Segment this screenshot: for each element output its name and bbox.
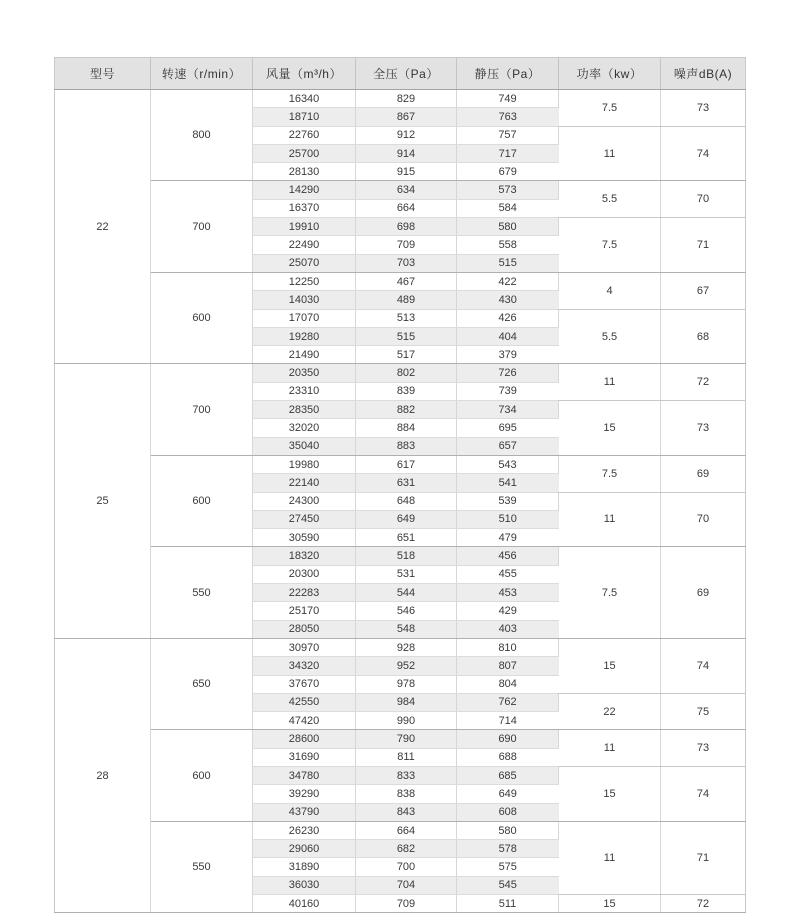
power-cell: 7.5 (559, 547, 661, 638)
airflow-cell: 20300 (253, 565, 356, 583)
total-pressure-cell: 664 (356, 199, 457, 217)
noise-cell: 70 (661, 181, 746, 218)
static-pressure-cell: 584 (457, 199, 559, 217)
static-pressure-cell: 575 (457, 858, 559, 876)
airflow-cell: 14030 (253, 291, 356, 309)
total-pressure-cell: 915 (356, 163, 457, 181)
static-pressure-cell: 762 (457, 693, 559, 711)
total-pressure-cell: 709 (356, 236, 457, 254)
airflow-cell: 25700 (253, 144, 356, 162)
noise-cell: 73 (661, 90, 746, 127)
noise-cell: 71 (661, 821, 746, 894)
spec-table-body (55, 90, 746, 913)
total-pressure-cell: 631 (356, 474, 457, 492)
airflow-cell: 21490 (253, 346, 356, 364)
header-row (55, 58, 746, 90)
airflow-cell: 18320 (253, 547, 356, 565)
noise-cell: 69 (661, 547, 746, 638)
airflow-cell: 42550 (253, 693, 356, 711)
table-row (55, 272, 746, 290)
total-pressure-cell: 833 (356, 766, 457, 784)
power-cell: 11 (559, 492, 661, 547)
speed-cell: 600 (151, 730, 253, 821)
static-pressure-cell: 688 (457, 748, 559, 766)
speed-cell: 600 (151, 272, 253, 363)
table-row (55, 821, 746, 839)
airflow-cell: 19280 (253, 327, 356, 345)
power-cell: 11 (559, 126, 661, 181)
airflow-cell: 28050 (253, 620, 356, 638)
total-pressure-cell: 634 (356, 181, 457, 199)
noise-cell: 67 (661, 272, 746, 309)
airflow-cell: 26230 (253, 821, 356, 839)
total-pressure-cell: 914 (356, 144, 457, 162)
airflow-cell: 40160 (253, 895, 356, 913)
static-pressure-cell: 379 (457, 346, 559, 364)
power-cell: 22 (559, 693, 661, 730)
total-pressure-cell: 811 (356, 748, 457, 766)
static-pressure-cell: 657 (457, 437, 559, 455)
noise-cell: 74 (661, 766, 746, 821)
airflow-cell: 43790 (253, 803, 356, 821)
total-pressure-cell: 709 (356, 895, 457, 913)
airflow-cell: 22760 (253, 126, 356, 144)
total-pressure-cell: 518 (356, 547, 457, 565)
total-pressure-cell: 651 (356, 529, 457, 547)
static-pressure-cell: 453 (457, 584, 559, 602)
static-pressure-cell: 580 (457, 218, 559, 236)
airflow-cell: 22140 (253, 474, 356, 492)
power-cell: 5.5 (559, 181, 661, 218)
noise-cell: 73 (661, 401, 746, 456)
noise-cell: 70 (661, 492, 746, 547)
airflow-cell: 19910 (253, 218, 356, 236)
static-pressure-cell: 695 (457, 419, 559, 437)
static-pressure-cell: 810 (457, 638, 559, 656)
static-pressure-cell: 422 (457, 272, 559, 290)
total-pressure-cell: 531 (356, 565, 457, 583)
airflow-cell: 30590 (253, 529, 356, 547)
static-pressure-cell: 757 (457, 126, 559, 144)
noise-cell: 68 (661, 309, 746, 364)
noise-cell: 75 (661, 693, 746, 730)
static-pressure-cell: 403 (457, 620, 559, 638)
static-pressure-cell: 580 (457, 821, 559, 839)
total-pressure-cell: 698 (356, 218, 457, 236)
total-pressure-cell: 700 (356, 858, 457, 876)
static-pressure-cell: 690 (457, 730, 559, 748)
power-cell: 11 (559, 364, 661, 401)
airflow-cell: 29060 (253, 840, 356, 858)
total-pressure-cell: 990 (356, 712, 457, 730)
airflow-cell: 28600 (253, 730, 356, 748)
static-pressure-cell: 739 (457, 382, 559, 400)
static-pressure-cell: 649 (457, 785, 559, 803)
total-pressure-cell: 839 (356, 382, 457, 400)
total-pressure-cell: 952 (356, 657, 457, 675)
airflow-cell: 34320 (253, 657, 356, 675)
speed-cell: 700 (151, 364, 253, 455)
airflow-cell: 37670 (253, 675, 356, 693)
airflow-cell: 39290 (253, 785, 356, 803)
total-pressure-cell: 790 (356, 730, 457, 748)
noise-cell: 74 (661, 126, 746, 181)
table-row (55, 364, 746, 382)
static-pressure-cell: 608 (457, 803, 559, 821)
noise-cell: 69 (661, 455, 746, 492)
airflow-cell: 20350 (253, 364, 356, 382)
table-row (55, 455, 746, 473)
noise-cell: 73 (661, 730, 746, 767)
airflow-cell: 22490 (253, 236, 356, 254)
speed-cell: 800 (151, 90, 253, 181)
power-cell: 15 (559, 401, 661, 456)
table-row (55, 547, 746, 565)
total-pressure-cell: 928 (356, 638, 457, 656)
total-pressure-cell: 544 (356, 584, 457, 602)
model-cell: 25 (55, 364, 151, 638)
speed-cell: 550 (151, 547, 253, 638)
static-pressure-cell: 543 (457, 455, 559, 473)
static-pressure-cell: 717 (457, 144, 559, 162)
total-pressure-cell: 517 (356, 346, 457, 364)
airflow-cell: 36030 (253, 876, 356, 894)
airflow-cell: 25170 (253, 602, 356, 620)
power-cell: 11 (559, 821, 661, 894)
table-row (55, 730, 746, 748)
total-pressure-cell: 617 (356, 455, 457, 473)
airflow-cell: 23310 (253, 382, 356, 400)
speed-cell: 600 (151, 455, 253, 546)
airflow-cell: 35040 (253, 437, 356, 455)
airflow-cell: 24300 (253, 492, 356, 510)
header-airflow: 风量（m³/h） (253, 58, 356, 90)
airflow-cell: 28130 (253, 163, 356, 181)
static-pressure-cell: 573 (457, 181, 559, 199)
table-row (55, 181, 746, 199)
static-pressure-cell: 679 (457, 163, 559, 181)
total-pressure-cell: 648 (356, 492, 457, 510)
static-pressure-cell: 578 (457, 840, 559, 858)
static-pressure-cell: 714 (457, 712, 559, 730)
airflow-cell: 31890 (253, 858, 356, 876)
airflow-cell: 47420 (253, 712, 356, 730)
model-cell: 28 (55, 638, 151, 912)
static-pressure-cell: 763 (457, 108, 559, 126)
airflow-cell: 12250 (253, 272, 356, 290)
static-pressure-cell: 539 (457, 492, 559, 510)
table-row (55, 90, 746, 108)
speed-cell: 650 (151, 638, 253, 729)
total-pressure-cell: 704 (356, 876, 457, 894)
total-pressure-cell: 682 (356, 840, 457, 858)
airflow-cell: 34780 (253, 766, 356, 784)
power-cell: 15 (559, 766, 661, 821)
header-speed: 转速（r/min） (151, 58, 253, 90)
static-pressure-cell: 734 (457, 401, 559, 419)
total-pressure-cell: 467 (356, 272, 457, 290)
total-pressure-cell: 882 (356, 401, 457, 419)
total-pressure-cell: 548 (356, 620, 457, 638)
header-power: 功率（kw） (559, 58, 661, 90)
power-cell: 11 (559, 730, 661, 767)
header-model: 型号 (55, 58, 151, 90)
speed-cell: 700 (151, 181, 253, 272)
noise-cell: 72 (661, 364, 746, 401)
total-pressure-cell: 829 (356, 90, 457, 108)
power-cell: 15 (559, 638, 661, 693)
total-pressure-cell: 513 (356, 309, 457, 327)
header-noise: 噪声dB(A) (661, 58, 746, 90)
total-pressure-cell: 867 (356, 108, 457, 126)
static-pressure-cell: 479 (457, 529, 559, 547)
static-pressure-cell: 515 (457, 254, 559, 272)
power-cell: 7.5 (559, 90, 661, 127)
airflow-cell: 25070 (253, 254, 356, 272)
airflow-cell: 17070 (253, 309, 356, 327)
total-pressure-cell: 883 (356, 437, 457, 455)
airflow-cell: 16340 (253, 90, 356, 108)
static-pressure-cell: 456 (457, 547, 559, 565)
total-pressure-cell: 838 (356, 785, 457, 803)
static-pressure-cell: 404 (457, 327, 559, 345)
airflow-cell: 32020 (253, 419, 356, 437)
static-pressure-cell: 455 (457, 565, 559, 583)
header-static-pressure: 静压（Pa） (457, 58, 559, 90)
total-pressure-cell: 703 (356, 254, 457, 272)
airflow-cell: 31690 (253, 748, 356, 766)
static-pressure-cell: 541 (457, 474, 559, 492)
table-row (55, 638, 746, 656)
total-pressure-cell: 489 (356, 291, 457, 309)
noise-cell: 71 (661, 218, 746, 273)
noise-cell: 72 (661, 895, 746, 913)
static-pressure-cell: 726 (457, 364, 559, 382)
header-total-pressure: 全压（Pa） (356, 58, 457, 90)
static-pressure-cell: 804 (457, 675, 559, 693)
total-pressure-cell: 978 (356, 675, 457, 693)
static-pressure-cell: 511 (457, 895, 559, 913)
power-cell: 15 (559, 895, 661, 913)
table-header (55, 58, 746, 90)
total-pressure-cell: 884 (356, 419, 457, 437)
static-pressure-cell: 685 (457, 766, 559, 784)
airflow-cell: 18710 (253, 108, 356, 126)
power-cell: 4 (559, 272, 661, 309)
static-pressure-cell: 749 (457, 90, 559, 108)
noise-cell: 74 (661, 638, 746, 693)
model-cell: 22 (55, 90, 151, 364)
static-pressure-cell: 429 (457, 602, 559, 620)
airflow-cell: 14290 (253, 181, 356, 199)
static-pressure-cell: 558 (457, 236, 559, 254)
airflow-cell: 30970 (253, 638, 356, 656)
total-pressure-cell: 649 (356, 510, 457, 528)
static-pressure-cell: 426 (457, 309, 559, 327)
total-pressure-cell: 843 (356, 803, 457, 821)
static-pressure-cell: 545 (457, 876, 559, 894)
airflow-cell: 22283 (253, 584, 356, 602)
static-pressure-cell: 510 (457, 510, 559, 528)
total-pressure-cell: 912 (356, 126, 457, 144)
total-pressure-cell: 515 (356, 327, 457, 345)
total-pressure-cell: 546 (356, 602, 457, 620)
airflow-cell: 27450 (253, 510, 356, 528)
airflow-cell: 19980 (253, 455, 356, 473)
static-pressure-cell: 807 (457, 657, 559, 675)
static-pressure-cell: 430 (457, 291, 559, 309)
fan-spec-table (54, 57, 746, 913)
airflow-cell: 28350 (253, 401, 356, 419)
airflow-cell: 16370 (253, 199, 356, 217)
total-pressure-cell: 802 (356, 364, 457, 382)
power-cell: 7.5 (559, 218, 661, 273)
power-cell: 7.5 (559, 455, 661, 492)
speed-cell: 550 (151, 821, 253, 912)
total-pressure-cell: 664 (356, 821, 457, 839)
power-cell: 5.5 (559, 309, 661, 364)
total-pressure-cell: 984 (356, 693, 457, 711)
